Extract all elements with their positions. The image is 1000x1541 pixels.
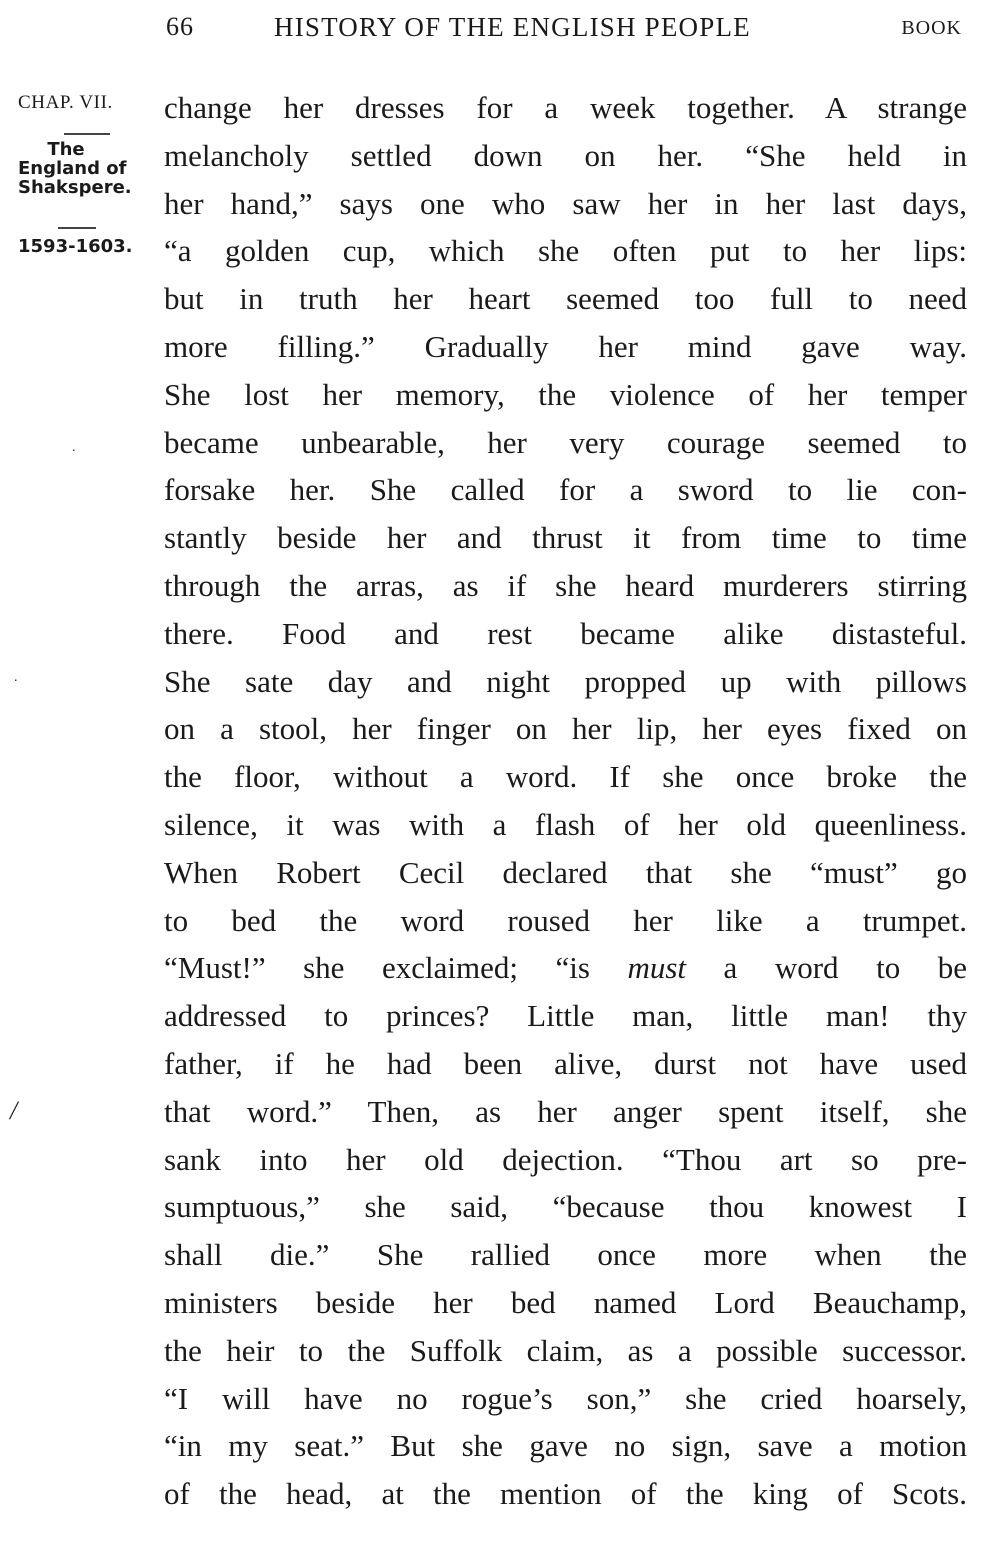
text-line: change her dresses for a week together. A strange xyxy=(164,90,967,125)
body-text xyxy=(164,84,967,1518)
text-line: the floor, without a word. If she once broke the xyxy=(164,759,967,795)
text-line: of the head, at the mention of the king of Scots. xyxy=(164,1476,967,1512)
italic-word: must xyxy=(627,950,687,986)
margin-topic-line: Shakspere. xyxy=(18,177,132,198)
chapter-marker: CHAP. VII. xyxy=(18,92,113,113)
text-line: “I will have no rogue’s son,” she cried hoarsely, xyxy=(164,1380,967,1416)
margin-dates: 1593-1603. xyxy=(18,236,133,257)
text-line: there. Food and rest became alike distasteful. xyxy=(164,615,967,651)
text-line: She lost her memory, the violence of her temper xyxy=(164,376,967,412)
text-line: that word.” Then, as her anger spent itself, she xyxy=(164,1093,967,1129)
margin-topic-line: The xyxy=(47,139,85,160)
text-line: stantly beside her and thrust it from time to time xyxy=(164,520,967,556)
text-line: addressed to princes? Little man, little man! thy xyxy=(164,998,967,1034)
margin-rule xyxy=(64,133,110,135)
text-line: the heir to the Suffolk claim, as a possible successor. xyxy=(164,1332,967,1368)
text-line: but in truth her heart seemed too full to need xyxy=(164,281,967,317)
text-line: sumptuous,” she said, “because thou knowest I xyxy=(164,1189,967,1225)
text-line: “a golden cup, which she often put to her lips: xyxy=(164,233,967,269)
text-line: melancholy settled down on her. “She held in xyxy=(164,137,967,173)
text-line: shall die.” She rallied once more when the xyxy=(164,1237,967,1273)
text-line: on a stool, her finger on her lip, her eyes fixed on xyxy=(164,711,967,747)
margin-topic-line: England of xyxy=(18,158,127,179)
margin-rule xyxy=(58,227,96,229)
text-line: ministers beside her bed named Lord Beauchamp, xyxy=(164,1284,967,1320)
text-line: became unbearable, her very courage seemed to xyxy=(164,424,967,460)
text-line: through the arras, as if she heard murderers stirring xyxy=(164,567,967,603)
text-line: father, if he had been alive, durst not have used xyxy=(164,1045,967,1081)
text-segment: “Must!” she exclaimed; “is xyxy=(164,950,628,986)
text-line: sank into her old dejection. “Thou art so pre- xyxy=(164,1141,967,1177)
text-line: She sate day and night propped up with pillows xyxy=(164,663,967,699)
text-line: to bed the word roused her like a trumpet. xyxy=(164,902,967,938)
running-header xyxy=(166,12,966,52)
page-number: 66 xyxy=(166,12,194,41)
text-line: her hand,” says one who saw her in her last days, xyxy=(164,185,967,221)
text-line: forsake her. She called for a sword to lie con- xyxy=(164,472,967,508)
margin-topic xyxy=(18,140,154,197)
text-line: “in my seat.” But she gave no sign, save a motion xyxy=(164,1428,967,1464)
running-title: HISTORY OF THE ENGLISH PEOPLE xyxy=(274,12,751,42)
text-line-with-italic xyxy=(164,944,967,992)
text-segment: a word to be xyxy=(686,950,967,986)
stray-stroke-mark: / xyxy=(10,1096,18,1125)
stray-dot-mark: . xyxy=(72,440,76,455)
text-line: silence, it was with a flash of her old queenliness. xyxy=(164,806,967,842)
stray-dot-mark: . xyxy=(14,670,18,685)
text-line: When Robert Cecil declared that she “must” go xyxy=(164,854,967,890)
text-line: more filling.” Gradually her mind gave way. xyxy=(164,328,967,364)
header-book-label: BOOK xyxy=(901,17,962,39)
